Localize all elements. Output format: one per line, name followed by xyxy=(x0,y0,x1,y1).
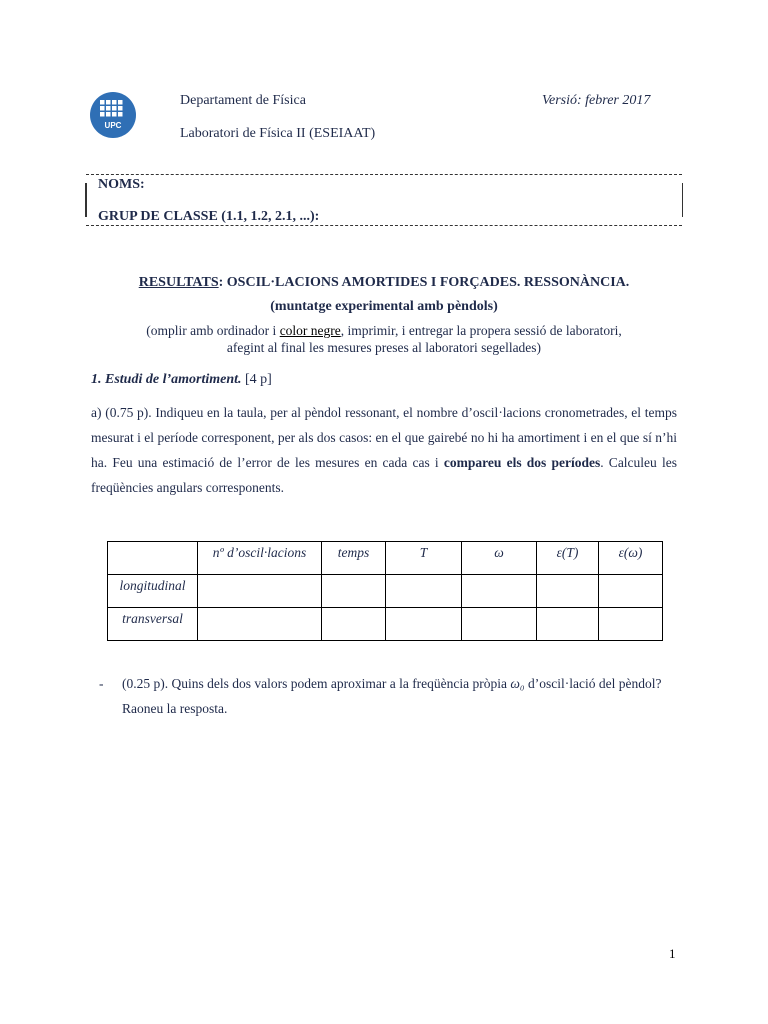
lab-name: Laboratori de Física II (ESEIAAT) xyxy=(180,126,376,141)
table-cell[interactable] xyxy=(198,575,322,608)
instr-part-1: (omplir amb ordinador i xyxy=(146,323,280,338)
title-rest: : OSCIL·LACIONS AMORTIDES I FORÇADES. RESSONÀNCIA. xyxy=(218,275,630,290)
version-label: Versió: febrer 2017 xyxy=(542,93,651,108)
document-title xyxy=(0,275,768,291)
table-header-cell: ε(T) xyxy=(537,542,599,575)
table-cell[interactable] xyxy=(462,575,537,608)
omega-symbol: ω₀ xyxy=(510,676,525,691)
table-header-cell: temps xyxy=(322,542,386,575)
para-text-c: . Calculeu les freqüències angulars corresponents. xyxy=(91,455,677,495)
table-row-label: transversal xyxy=(108,608,198,641)
logo-text: UPC xyxy=(104,121,122,130)
names-label: NOMS: xyxy=(98,177,145,192)
group-label: GRUP DE CLASSE (1.1, 1.2, 2.1, ...): xyxy=(98,209,320,224)
table-cell[interactable] xyxy=(537,575,599,608)
instr-color-negre: color negre xyxy=(279,323,341,338)
measurements-table xyxy=(107,541,663,641)
table-row xyxy=(108,575,663,608)
table-cell[interactable] xyxy=(462,608,537,641)
title-results: RESULTATS xyxy=(138,275,219,290)
question-text-a: (0.25 p). Quins dels dos valors podem aproximar a la freqüència pròpia xyxy=(122,676,511,691)
table-cell[interactable] xyxy=(537,608,599,641)
para-bold: compareu els dos períodes xyxy=(443,455,601,470)
table-header-cell: ε(ω) xyxy=(599,542,663,575)
instr-line-2: afegint al final les mesures preses al laboratori segellades) xyxy=(226,340,542,355)
table-header-cell: T xyxy=(386,542,462,575)
table-cell[interactable] xyxy=(198,608,322,641)
department-name: Departament de Física xyxy=(180,93,306,108)
question-text xyxy=(122,671,682,721)
table-cell[interactable] xyxy=(386,575,462,608)
table-cell[interactable] xyxy=(599,608,663,641)
table-header-cell: nº d’oscil·lacions xyxy=(198,542,322,575)
section-heading xyxy=(91,372,272,388)
table-cell[interactable] xyxy=(386,608,462,641)
table-header-cell xyxy=(108,542,198,575)
table-header-row xyxy=(108,542,663,575)
box-left-border xyxy=(85,183,87,217)
upc-logo xyxy=(90,92,136,138)
para-text-a: a) (0.75 p). Indiqueu en la taula, per al pèndol ressonant, el nombre d’oscil·lacions cronometrades, el temps mesurat i el període corresponent, per als dos casos: en el que gairebé no hi ha amortiment i en el que sí n’hi ha. Feu una estimació de l’error de les mesures en cada cas i xyxy=(91,405,677,470)
page-number: 1 xyxy=(669,946,676,961)
question-bullet: - xyxy=(99,676,104,691)
table-row-label: longitudinal xyxy=(108,575,198,608)
document-subtitle: (muntatge experimental amb pèndols) xyxy=(270,299,498,314)
table-cell[interactable] xyxy=(322,608,386,641)
question-text-b: d’oscil·lació del pèndol? Raoneu la resposta. xyxy=(122,676,662,716)
section-points: [4 p] xyxy=(241,372,272,387)
table-cell[interactable] xyxy=(322,575,386,608)
box-right-border xyxy=(682,183,684,217)
instructions xyxy=(0,322,768,356)
section-title: 1. Estudi de l’amortiment. xyxy=(91,372,242,387)
section-paragraph xyxy=(91,400,677,500)
table-header-cell: ω xyxy=(462,542,537,575)
table-row xyxy=(108,608,663,641)
table-cell[interactable] xyxy=(599,575,663,608)
instr-part-2: , imprimir, i entregar la propera sessió de laboratori, xyxy=(340,323,622,338)
names-box xyxy=(86,174,682,226)
